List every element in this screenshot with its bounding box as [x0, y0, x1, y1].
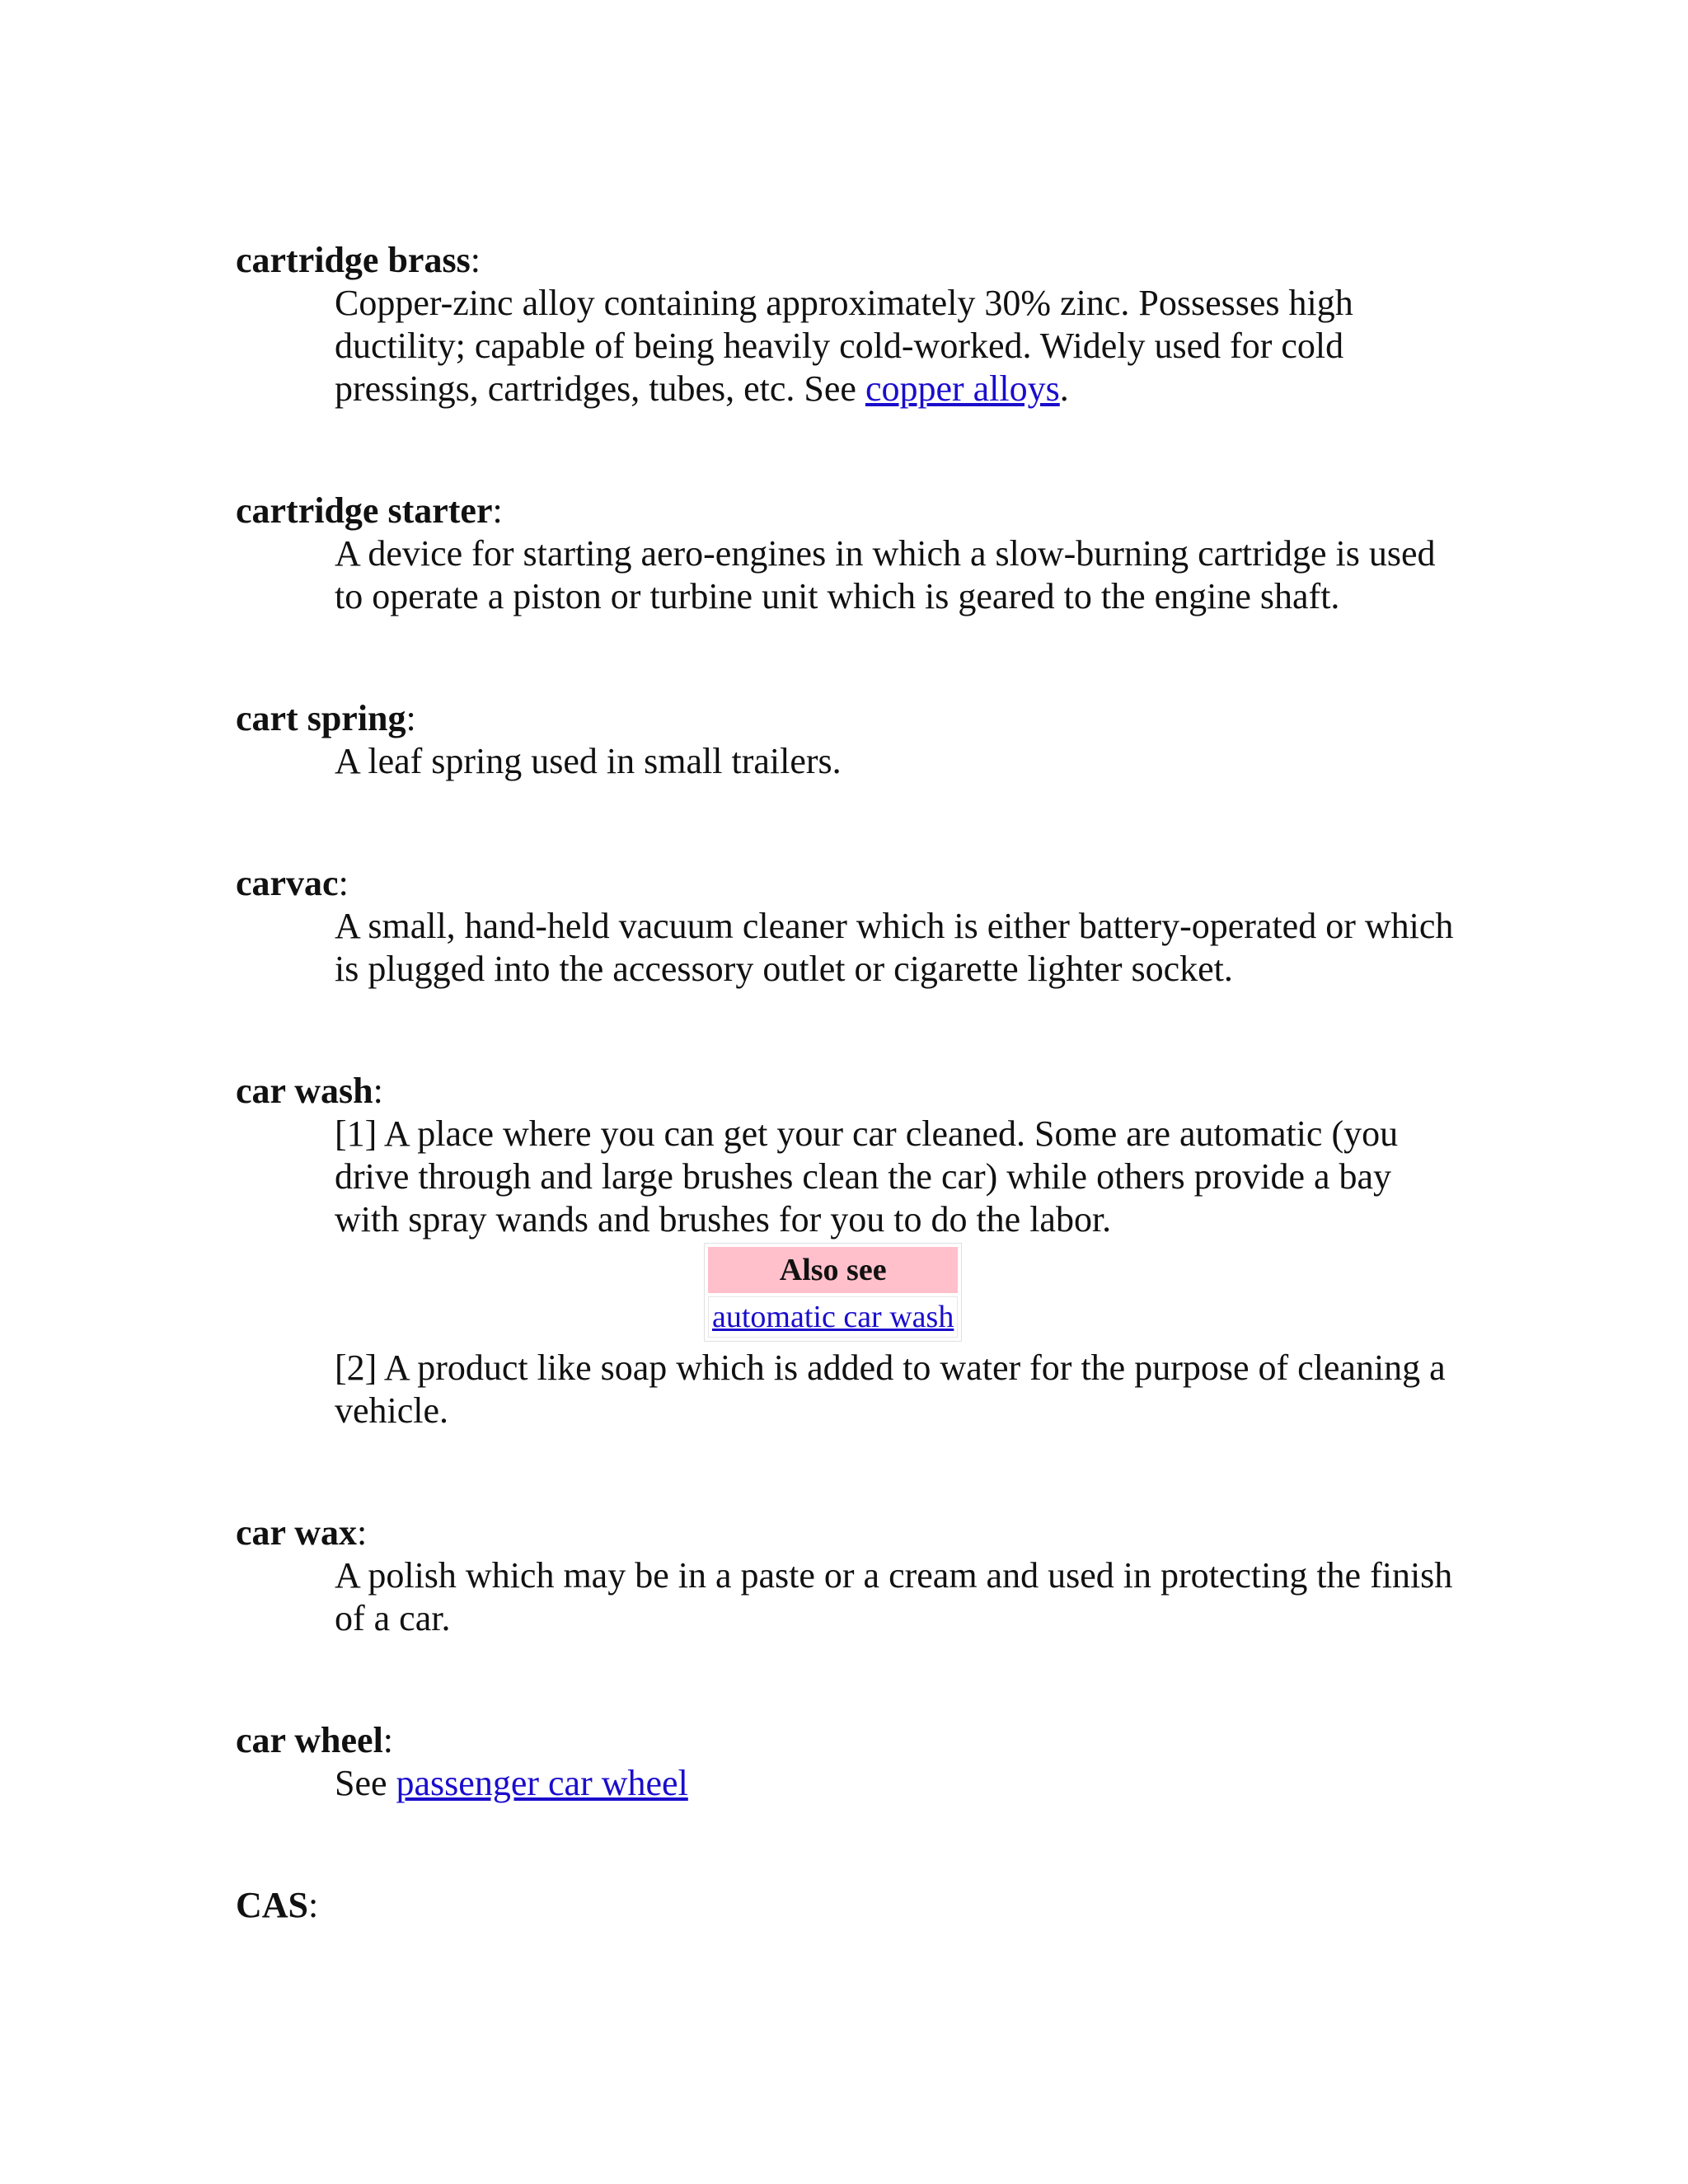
- definition-text: See: [335, 1763, 396, 1803]
- definition-car-wax: A polish which may be in a paste or a cream and used in protecting the finish of a car.: [335, 1555, 1453, 1638]
- entry-car-wax: [236, 1511, 1472, 1640]
- term-line: cartridge brass:: [236, 240, 481, 280]
- term-cart-spring: cart spring: [236, 698, 406, 738]
- definition-carvac: A small, hand-held vacuum cleaner which is either battery-operated or which is plugged into the accessory outlet or cigarette lighter socket.: [335, 906, 1454, 989]
- link-automatic-car-wash[interactable]: automatic car wash: [712, 1300, 954, 1334]
- term-line: car wash:: [236, 1071, 383, 1111]
- term-line: carvac:: [236, 863, 349, 903]
- term-line: cartridge starter:: [236, 490, 503, 531]
- term-cartridge-brass: cartridge brass: [236, 240, 471, 280]
- link-copper-alloys[interactable]: copper alloys: [865, 368, 1060, 409]
- definition-text-end: .: [1059, 368, 1069, 409]
- definition-car-wheel: [335, 1762, 1464, 1805]
- definition-cartridge-starter: A device for starting aero-engines in which a slow-burning cartridge is used to operate a piston or turbine unit which is geared to the engine shaft.: [335, 533, 1436, 616]
- term-line: CAS:: [236, 1885, 319, 1925]
- entry-cartridge-brass: [236, 239, 1472, 410]
- term-car-wash: car wash: [236, 1071, 373, 1111]
- definition-cartridge-brass: [335, 282, 1464, 410]
- definition-car-wash-1: [1] A place where you can get your car cleaned. Some are automatic (you drive through and large brushes clean the car) while others provide a bay with spray wands and brushes for you to do the labor.: [335, 1113, 1399, 1240]
- entry-cart-spring: [236, 697, 1472, 783]
- entry-car-wheel: [236, 1719, 1472, 1805]
- also-see-header: Also see: [708, 1247, 958, 1293]
- entry-cas: [236, 1884, 1472, 1927]
- definition-car-wash-2: [2] A product like soap which is added to water for the purpose of cleaning a vehicle.: [335, 1347, 1446, 1431]
- entry-car-wash: [236, 1070, 1472, 1432]
- entry-carvac: [236, 862, 1472, 991]
- term-car-wax: car wax: [236, 1512, 358, 1553]
- also-see-cell: [708, 1296, 958, 1338]
- definition-text: Copper-zinc alloy containing approximately 30% zinc. Possesses high ductility; capable of being heavily cold-worked. Widely used for cold pressings, cartridges, tubes, etc. See: [335, 283, 1353, 409]
- entry-cartridge-starter: [236, 490, 1472, 618]
- term-car-wheel: car wheel: [236, 1720, 383, 1760]
- term-line: car wheel:: [236, 1720, 394, 1760]
- term-cartridge-starter: cartridge starter: [236, 490, 493, 531]
- term-line: car wax:: [236, 1512, 368, 1553]
- term-cas: CAS: [236, 1885, 309, 1925]
- term-line: cart spring:: [236, 698, 416, 738]
- term-carvac: carvac: [236, 863, 339, 903]
- link-passenger-car-wheel[interactable]: passenger car wheel: [396, 1763, 688, 1803]
- also-see-box: [704, 1243, 962, 1342]
- definition-cart-spring: A leaf spring used in small trailers.: [335, 741, 842, 781]
- glossary-page: [236, 239, 1472, 2006]
